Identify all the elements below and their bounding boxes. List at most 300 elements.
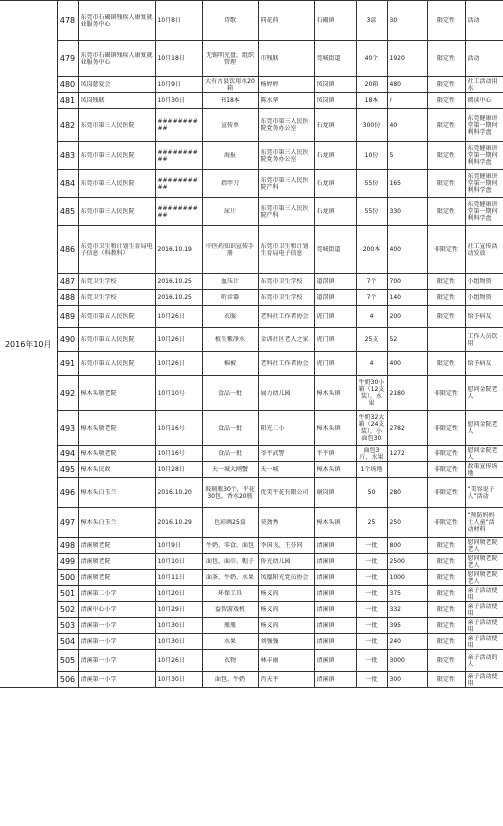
table-cell[interactable] <box>155 352 202 376</box>
table-cell[interactable] <box>387 274 427 290</box>
table-cell[interactable] <box>387 77 427 93</box>
table-cell[interactable] <box>427 109 465 142</box>
table-cell[interactable] <box>155 77 202 93</box>
table-cell[interactable] <box>78 508 155 538</box>
table-cell[interactable] <box>387 618 427 634</box>
cell-text: 慰问金院老人 <box>467 446 498 461</box>
table-cell[interactable] <box>427 672 465 688</box>
table-cell[interactable] <box>465 446 503 462</box>
table-cell[interactable] <box>356 290 387 306</box>
table-cell[interactable] <box>202 198 258 226</box>
table-cell[interactable] <box>155 570 202 586</box>
table-cell[interactable] <box>387 586 427 602</box>
table-cell[interactable] <box>465 554 503 570</box>
cell-text: 限定性 <box>436 97 455 104</box>
row-number-cell[interactable] <box>57 77 78 93</box>
table-cell[interactable] <box>258 618 314 634</box>
table-cell[interactable] <box>78 290 155 306</box>
row-number-cell[interactable] <box>57 602 78 618</box>
table-cell[interactable] <box>314 446 356 462</box>
table-cell[interactable] <box>78 570 155 586</box>
table-cell[interactable] <box>387 538 427 554</box>
table-cell[interactable] <box>465 376 503 411</box>
row-number-cell[interactable] <box>57 650 78 672</box>
table-cell[interactable] <box>258 376 314 411</box>
table-cell[interactable] <box>155 306 202 328</box>
table-cell[interactable] <box>427 142 465 170</box>
table-cell[interactable] <box>314 290 356 306</box>
table-cell[interactable] <box>78 672 155 688</box>
table-cell[interactable] <box>356 650 387 672</box>
table-cell[interactable] <box>314 586 356 602</box>
table-cell[interactable] <box>427 226 465 274</box>
cell-text: 165 <box>389 180 401 187</box>
table-cell[interactable] <box>78 226 155 274</box>
table-cell[interactable] <box>387 672 427 688</box>
table-cell[interactable] <box>258 602 314 618</box>
table-cell[interactable] <box>78 1 155 41</box>
table-cell[interactable] <box>155 586 202 602</box>
table-cell[interactable] <box>78 634 155 650</box>
table-cell[interactable] <box>356 306 387 328</box>
table-cell[interactable] <box>78 142 155 170</box>
table-cell[interactable] <box>258 411 314 446</box>
table-cell[interactable] <box>387 142 427 170</box>
table-cell[interactable] <box>202 602 258 618</box>
row-number-cell[interactable] <box>57 618 78 634</box>
table-cell[interactable] <box>78 109 155 142</box>
table-cell[interactable] <box>427 618 465 634</box>
table-cell[interactable] <box>314 634 356 650</box>
table-cell[interactable] <box>314 328 356 352</box>
table-cell[interactable] <box>427 411 465 446</box>
table-cell[interactable] <box>314 462 356 478</box>
table-cell[interactable] <box>387 462 427 478</box>
table-cell[interactable] <box>78 274 155 290</box>
table-cell[interactable] <box>202 142 258 170</box>
table-cell[interactable] <box>314 602 356 618</box>
table-cell[interactable] <box>155 93 202 109</box>
row-number-cell[interactable] <box>57 328 78 352</box>
table-cell[interactable] <box>387 478 427 508</box>
table-cell[interactable] <box>356 93 387 109</box>
table-cell[interactable] <box>465 77 503 93</box>
table-cell[interactable] <box>202 538 258 554</box>
table-cell[interactable] <box>356 41 387 77</box>
table-cell[interactable] <box>427 328 465 352</box>
table-cell[interactable] <box>465 462 503 478</box>
table-cell[interactable] <box>258 41 314 77</box>
table-cell[interactable] <box>78 328 155 352</box>
table-cell[interactable] <box>427 198 465 226</box>
cell-text: 502 <box>59 606 76 613</box>
table-cell[interactable] <box>387 290 427 306</box>
table-cell[interactable] <box>202 41 258 77</box>
table-cell[interactable] <box>202 634 258 650</box>
table-cell[interactable] <box>356 328 387 352</box>
table-cell[interactable] <box>155 41 202 77</box>
table-cell[interactable] <box>202 618 258 634</box>
table-cell[interactable] <box>465 672 503 688</box>
table-cell[interactable] <box>387 602 427 618</box>
table-cell[interactable] <box>258 586 314 602</box>
table-cell[interactable] <box>314 198 356 226</box>
table-cell[interactable] <box>78 41 155 77</box>
table-cell[interactable] <box>155 508 202 538</box>
table-cell[interactable] <box>202 328 258 352</box>
table-cell[interactable] <box>427 290 465 306</box>
row-number-cell[interactable] <box>57 586 78 602</box>
row-number-cell[interactable] <box>57 411 78 446</box>
table-cell[interactable] <box>258 109 314 142</box>
table-cell[interactable] <box>356 478 387 508</box>
table-cell[interactable] <box>258 290 314 306</box>
table-cell[interactable] <box>258 478 314 508</box>
table-cell[interactable] <box>387 376 427 411</box>
table-cell[interactable] <box>356 570 387 586</box>
table-cell[interactable] <box>258 538 314 554</box>
table-cell[interactable] <box>387 198 427 226</box>
table-cell[interactable] <box>465 109 503 142</box>
table-cell[interactable] <box>427 446 465 462</box>
table-cell[interactable] <box>258 352 314 376</box>
table-cell[interactable] <box>314 570 356 586</box>
table-cell[interactable] <box>155 376 202 411</box>
table-cell[interactable] <box>465 170 503 198</box>
table-cell[interactable] <box>356 554 387 570</box>
table-cell[interactable] <box>258 77 314 93</box>
row-number-cell[interactable] <box>57 290 78 306</box>
table-cell[interactable] <box>465 634 503 650</box>
table-cell[interactable] <box>465 328 503 352</box>
table-cell[interactable] <box>78 198 155 226</box>
row-number-cell[interactable] <box>57 376 78 411</box>
table-cell[interactable] <box>258 554 314 570</box>
table-cell[interactable] <box>465 306 503 328</box>
table-cell[interactable] <box>465 198 503 226</box>
table-cell[interactable] <box>427 274 465 290</box>
table-cell[interactable] <box>78 446 155 462</box>
table-cell[interactable] <box>314 554 356 570</box>
table-cell[interactable] <box>202 478 258 508</box>
table-cell[interactable] <box>387 109 427 142</box>
table-cell[interactable] <box>314 672 356 688</box>
table-cell[interactable] <box>356 634 387 650</box>
table-cell[interactable] <box>356 508 387 538</box>
table-cell[interactable] <box>465 226 503 274</box>
table-cell[interactable] <box>202 446 258 462</box>
table-cell[interactable] <box>258 570 314 586</box>
table-cell[interactable] <box>387 170 427 198</box>
table-cell[interactable] <box>155 290 202 306</box>
row-number-cell[interactable] <box>57 170 78 198</box>
table-cell[interactable] <box>258 170 314 198</box>
table-cell[interactable] <box>202 77 258 93</box>
table-cell[interactable] <box>202 411 258 446</box>
table-cell[interactable] <box>314 352 356 376</box>
row-number-cell[interactable] <box>57 274 78 290</box>
table-cell[interactable] <box>356 446 387 462</box>
table-cell[interactable] <box>427 170 465 198</box>
table-cell[interactable] <box>78 77 155 93</box>
table-cell[interactable] <box>155 554 202 570</box>
table-cell[interactable] <box>78 170 155 198</box>
table-cell[interactable] <box>387 1 427 41</box>
table-cell[interactable] <box>465 93 503 109</box>
table-cell[interactable] <box>78 650 155 672</box>
table-cell[interactable] <box>356 352 387 376</box>
table-cell[interactable] <box>78 376 155 411</box>
table-cell[interactable] <box>202 93 258 109</box>
row-number-cell[interactable] <box>57 672 78 688</box>
table-cell[interactable] <box>387 306 427 328</box>
table-cell[interactable] <box>202 226 258 274</box>
cell-text: 非限定性 <box>433 489 458 496</box>
table-cell[interactable] <box>155 478 202 508</box>
table-cell[interactable] <box>356 618 387 634</box>
table-cell[interactable] <box>202 109 258 142</box>
table-cell[interactable] <box>314 478 356 508</box>
table-cell[interactable] <box>314 538 356 554</box>
table-cell[interactable] <box>356 1 387 41</box>
table-cell[interactable] <box>314 306 356 328</box>
table-cell[interactable] <box>258 650 314 672</box>
table-cell[interactable] <box>155 109 202 142</box>
table-cell[interactable] <box>427 462 465 478</box>
table-cell[interactable] <box>387 226 427 274</box>
table-cell[interactable] <box>202 586 258 602</box>
table-cell[interactable] <box>155 1 202 41</box>
table-cell[interactable] <box>202 290 258 306</box>
row-number-cell[interactable] <box>57 478 78 508</box>
row-number-cell[interactable] <box>57 462 78 478</box>
table-cell[interactable] <box>314 93 356 109</box>
table-cell[interactable] <box>258 306 314 328</box>
table-cell[interactable] <box>78 306 155 328</box>
table-cell[interactable] <box>78 538 155 554</box>
table-cell[interactable] <box>78 602 155 618</box>
table-cell[interactable] <box>314 618 356 634</box>
table-cell[interactable] <box>356 602 387 618</box>
table-cell[interactable] <box>78 554 155 570</box>
table-cell[interactable] <box>356 226 387 274</box>
table-cell[interactable] <box>155 618 202 634</box>
table-cell[interactable] <box>356 170 387 198</box>
row-number-cell[interactable] <box>57 109 78 142</box>
table-cell[interactable] <box>258 328 314 352</box>
table-cell[interactable] <box>465 352 503 376</box>
table-cell[interactable] <box>356 672 387 688</box>
table-cell[interactable] <box>202 508 258 538</box>
table-cell[interactable] <box>465 570 503 586</box>
table-cell[interactable] <box>427 570 465 586</box>
table-cell[interactable] <box>202 554 258 570</box>
table-cell[interactable] <box>427 77 465 93</box>
table-cell[interactable] <box>427 508 465 538</box>
table-cell[interactable] <box>356 411 387 446</box>
table-cell[interactable] <box>387 93 427 109</box>
table-cell[interactable] <box>427 478 465 508</box>
table-cell[interactable] <box>78 462 155 478</box>
table-cell[interactable] <box>314 226 356 274</box>
table-cell[interactable] <box>356 538 387 554</box>
table-cell[interactable] <box>155 446 202 462</box>
table-cell[interactable] <box>356 376 387 411</box>
table-cell[interactable] <box>155 602 202 618</box>
table-cell[interactable] <box>465 586 503 602</box>
table-cell[interactable] <box>387 508 427 538</box>
table-cell[interactable] <box>387 41 427 77</box>
table-cell[interactable] <box>202 352 258 376</box>
table-cell[interactable] <box>356 462 387 478</box>
month-cell[interactable]: 2016年10月 <box>0 1 57 688</box>
table-cell[interactable] <box>387 554 427 570</box>
table-cell[interactable] <box>78 352 155 376</box>
table-cell[interactable] <box>258 93 314 109</box>
table-cell[interactable] <box>78 93 155 109</box>
table-cell[interactable] <box>465 142 503 170</box>
table-cell[interactable] <box>427 650 465 672</box>
table-cell[interactable] <box>78 478 155 508</box>
table-cell[interactable] <box>465 538 503 554</box>
table-cell[interactable] <box>387 634 427 650</box>
table-cell[interactable] <box>356 586 387 602</box>
table-cell[interactable] <box>465 41 503 77</box>
cell-text: 1个场地 <box>360 466 383 473</box>
table-cell[interactable] <box>155 226 202 274</box>
table-cell[interactable] <box>387 570 427 586</box>
table-cell[interactable] <box>356 109 387 142</box>
cell-text: 虎门镇 <box>316 336 335 343</box>
table-cell[interactable] <box>202 650 258 672</box>
table-cell[interactable] <box>427 306 465 328</box>
table-cell[interactable] <box>258 226 314 274</box>
table-cell[interactable] <box>78 586 155 602</box>
row-number-cell[interactable] <box>57 41 78 77</box>
table-cell[interactable] <box>155 538 202 554</box>
table-cell[interactable] <box>427 376 465 411</box>
table-cell[interactable] <box>427 41 465 77</box>
table-cell[interactable] <box>427 352 465 376</box>
table-cell[interactable] <box>155 650 202 672</box>
cell-text: 限定性 <box>436 574 455 581</box>
table-cell[interactable] <box>314 508 356 538</box>
table-cell[interactable] <box>314 77 356 93</box>
table-cell[interactable] <box>155 274 202 290</box>
table-cell[interactable] <box>465 274 503 290</box>
row-number-cell[interactable] <box>57 538 78 554</box>
table-cell[interactable] <box>78 618 155 634</box>
table-cell[interactable] <box>427 602 465 618</box>
table-cell[interactable] <box>314 41 356 77</box>
row-number-cell[interactable] <box>57 570 78 586</box>
table-cell[interactable] <box>314 376 356 411</box>
row-number-cell[interactable] <box>57 93 78 109</box>
table-cell[interactable] <box>356 77 387 93</box>
table-cell[interactable] <box>465 650 503 672</box>
table-cell[interactable] <box>427 554 465 570</box>
table-cell[interactable] <box>427 586 465 602</box>
table-cell[interactable] <box>427 538 465 554</box>
table-cell[interactable] <box>356 274 387 290</box>
table-cell[interactable] <box>258 462 314 478</box>
cell-text: 496 <box>59 489 76 496</box>
table-cell[interactable] <box>155 462 202 478</box>
table-cell[interactable] <box>155 328 202 352</box>
table-cell[interactable] <box>465 478 503 508</box>
table-cell[interactable] <box>258 446 314 462</box>
table-cell[interactable] <box>202 570 258 586</box>
table-cell[interactable] <box>202 376 258 411</box>
table-cell[interactable] <box>258 508 314 538</box>
row-number-cell[interactable] <box>57 352 78 376</box>
row-number-cell[interactable] <box>57 446 78 462</box>
table-cell[interactable] <box>356 198 387 226</box>
table-cell[interactable] <box>427 93 465 109</box>
table-cell[interactable] <box>258 1 314 41</box>
table-cell[interactable] <box>465 508 503 538</box>
table-cell[interactable] <box>202 306 258 328</box>
table-cell[interactable] <box>427 634 465 650</box>
table-cell[interactable] <box>314 109 356 142</box>
table-cell[interactable] <box>314 142 356 170</box>
table-cell[interactable] <box>427 1 465 41</box>
table-cell[interactable] <box>258 274 314 290</box>
row-number-cell[interactable] <box>57 226 78 274</box>
table-cell[interactable] <box>258 198 314 226</box>
table-cell[interactable] <box>465 411 503 446</box>
table-cell[interactable] <box>258 142 314 170</box>
table-cell[interactable] <box>155 142 202 170</box>
row-number-cell[interactable] <box>57 508 78 538</box>
table-cell[interactable] <box>258 634 314 650</box>
table-cell[interactable] <box>202 170 258 198</box>
table-cell[interactable] <box>155 634 202 650</box>
table-cell[interactable] <box>314 1 356 41</box>
table-cell[interactable] <box>465 602 503 618</box>
table-cell[interactable] <box>258 672 314 688</box>
table-cell[interactable] <box>155 170 202 198</box>
row-number-cell[interactable] <box>57 306 78 328</box>
table-cell[interactable] <box>155 198 202 226</box>
table-cell[interactable] <box>314 170 356 198</box>
row-number-cell[interactable] <box>57 142 78 170</box>
table-cell[interactable] <box>155 411 202 446</box>
table-cell[interactable] <box>314 274 356 290</box>
table-cell[interactable] <box>387 650 427 672</box>
table-cell[interactable] <box>465 290 503 306</box>
table-cell[interactable] <box>314 650 356 672</box>
table-cell[interactable] <box>465 618 503 634</box>
table-cell[interactable] <box>356 142 387 170</box>
table-cell[interactable] <box>202 462 258 478</box>
table-cell[interactable] <box>78 411 155 446</box>
table-cell[interactable] <box>202 1 258 41</box>
table-cell[interactable] <box>155 672 202 688</box>
table-cell[interactable] <box>202 274 258 290</box>
table-cell[interactable] <box>314 411 356 446</box>
table-cell[interactable] <box>387 352 427 376</box>
table-cell[interactable] <box>387 411 427 446</box>
row-number-cell[interactable] <box>57 634 78 650</box>
row-number-cell[interactable] <box>57 554 78 570</box>
table-cell[interactable] <box>387 446 427 462</box>
table-cell[interactable] <box>387 328 427 352</box>
table-cell[interactable] <box>202 672 258 688</box>
row-number-cell[interactable] <box>57 1 78 41</box>
row-number-cell[interactable] <box>57 198 78 226</box>
table-cell[interactable] <box>465 1 503 41</box>
